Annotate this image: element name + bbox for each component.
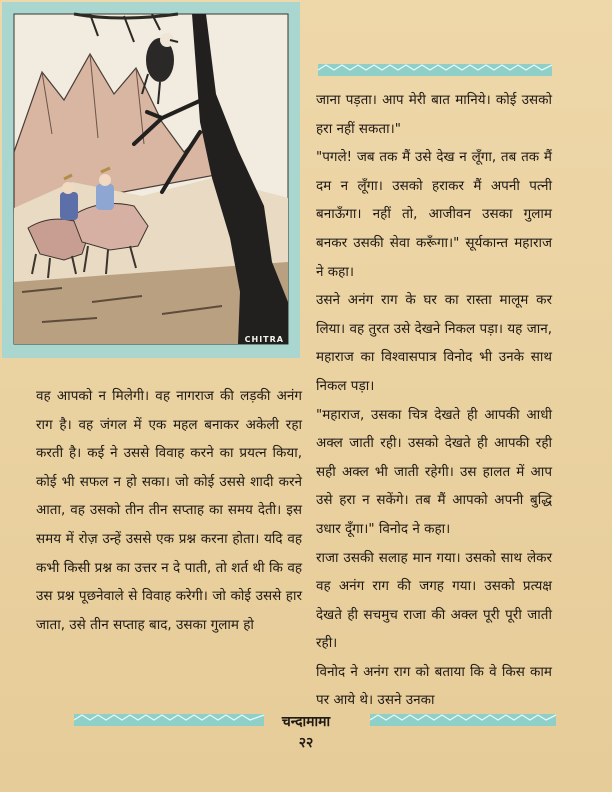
ornament-band-top: [318, 64, 552, 76]
paragraph-6: विनोद ने अनंग राग को बताया कि वे किस काम पर आये थे। उसने उनका: [316, 663, 552, 709]
illustrator-credit: CHITRA: [244, 335, 284, 344]
paragraph-left: वह आपको न मिलेगी। वह नागराज की लड़की अनंग राग है। वह जंगल में एक महल बनाकर अकेली रहा करती है। कई ने उससे विवाह करने का प्रयत्न किया, कोई भी सफल न हो सका। जो कोई उससे शादी करने आता, वह उसको तीन तीन सप्ताह का समय देती। इस समय में रोज़ उन्हें उससे एक प्रश्न करना होता। यदि वह कभी किसी प्रश्न का उत्तर न दे पाती, तो शर्त थी कि वह उस प्रश्न पूछनेवाले से विवाह करेगी। जो कोई उससे हार जाता, उसे तीन सप्ताह बाद, उसका गुलाम हो: [36, 388, 302, 633]
paragraph-1: जाना पड़ता। आप मेरी बात मानिये। कोई उसको हरा नहीं सकता।": [316, 92, 552, 137]
rider-icon: [60, 192, 78, 220]
rider-icon: [96, 184, 114, 210]
left-column-text: [36, 382, 302, 639]
paragraph-3: उसने अनंग राग के घर का रास्ता मालूम कर लिया। वह तुरत उसे देखने निकल पड़ा। यह जान, महाराज का विश्वासपात्र विनोद भी उनके साथ निकल पड़ा।: [316, 292, 552, 394]
illustration-art: [2, 2, 300, 358]
story-illustration: [2, 2, 300, 358]
page-number: २२: [298, 735, 314, 751]
paragraph-2: "पगले! जब तक मैं उसे देख न लूँगा, तब तक मैं दम न लूँगा। उसको हराकर मैं अपनी पत्नी बनाऊँगा। नहीं तो, आजीवन उसका गुलाम बनकर उसकी सेवा करूँगा।" सूर्यकान्त महाराज ने कहा।: [316, 149, 552, 280]
right-column-text: [316, 86, 552, 715]
magazine-title: चन्दामामा: [281, 714, 331, 730]
paragraph-4: "महाराज, उसका चित्र देखते ही आपकी आधी अक्ल जाती रही। उसको देखते ही आपकी रही सही अक्ल भी जाती रहेगी। उस हालत में आप उसे हरा न सकेंगे। तब मैं आपको अपनी बुद्धि उधार दूँगा।" विनोद ने कहा।: [316, 406, 552, 537]
paragraph-5: राजा उसकी सलाह मान गया। उसको साथ लेकर वह अनंग राग की जगह गया। उसको प्रत्यक्ष देखते ही सचमुच राजा की अक्ल पूरी पूरी जाती रही।: [316, 549, 552, 652]
